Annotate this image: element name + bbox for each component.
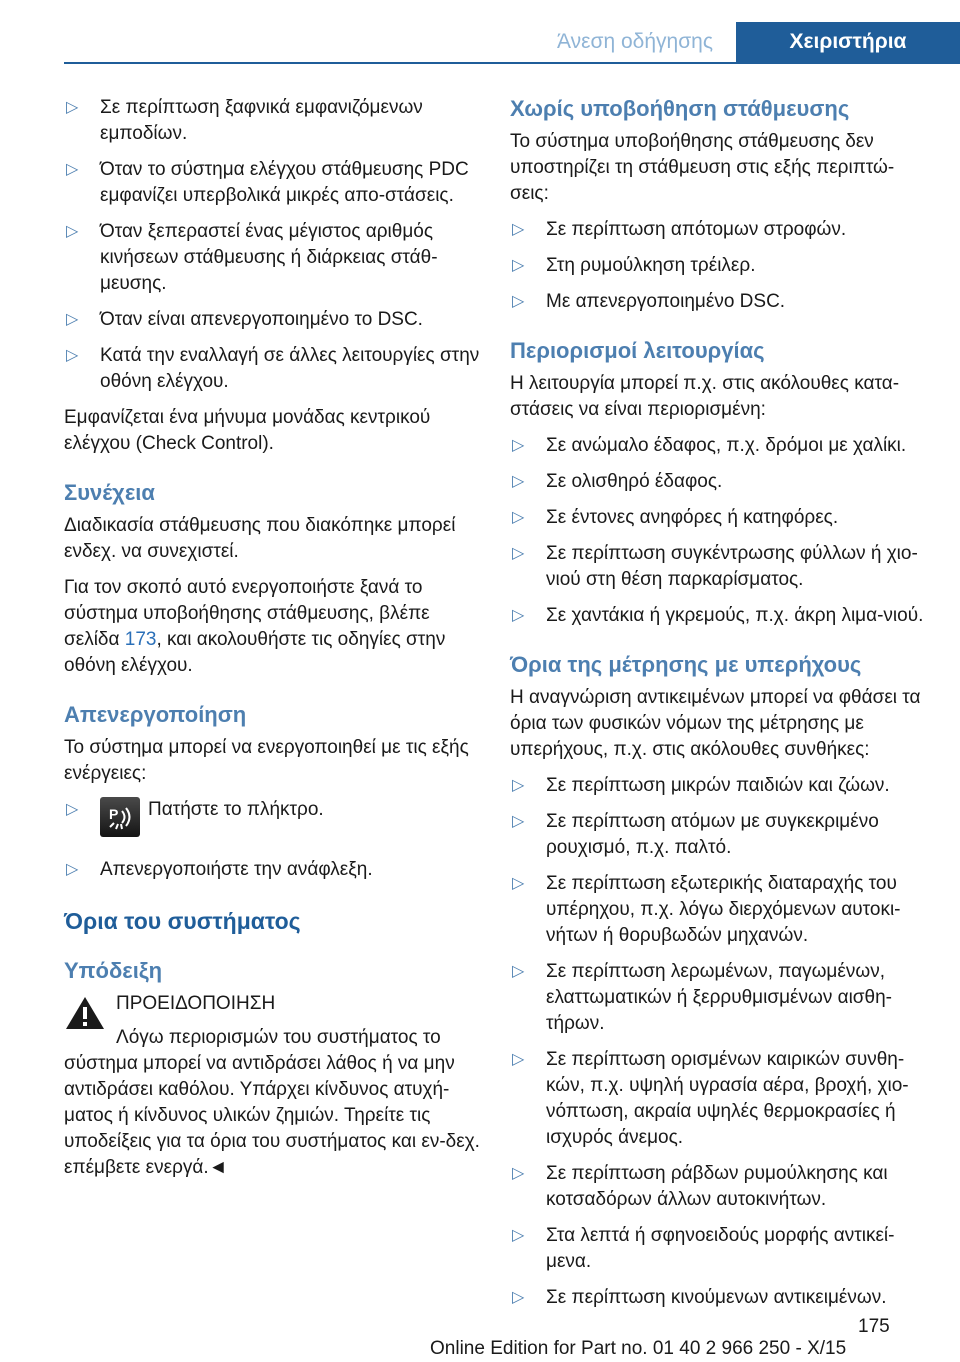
bullet-triangle-icon: ▷ xyxy=(512,509,525,526)
list-item: ▷ Σε περίπτωση ορισμένων καιρικών συνθη-κών, π.χ. υψηλή υγρασία αέρα, βροχή, χιο-νόπτωση, ακραία υψηλές θερμοκρασίες ή ισχυρός άνεμος. xyxy=(512,1049,909,1148)
continue-heading: Συνέχεια xyxy=(64,480,155,505)
list-item: ▷ Με απενεργοποιημένο DSC. xyxy=(510,289,924,315)
bullet-triangle-icon: ▷ xyxy=(66,861,79,878)
left-column xyxy=(64,95,486,1181)
list-item: ▷ Σε περίπτωση ατόμων με συγκεκριμένο ρουχισμό, π.χ. παλτό. xyxy=(512,811,879,858)
bullet-triangle-icon: ▷ xyxy=(512,545,525,562)
warning-text: Λόγω περιορισμών του συστήματος το σύστημα μπορεί να αντιδράσει λάθος ή να μην αντιδράσει καθόλου. Υπάρχει κίνδυνος ατυχή-ματος ή κίνδυνος υλικών ζημιών. Τηρείτε τις υποδείξεις για τα όρια του συστήματος και εν-δεχ. επέμβετε ενεργά.◄ xyxy=(64,1027,480,1178)
bullet-triangle-icon: ▷ xyxy=(512,257,525,274)
list-item: ▷ Σε περίπτωση μικρών παιδιών και ζώων. xyxy=(510,773,924,799)
park-assist-button-icon xyxy=(100,797,140,837)
list-item: ▷ Στη ρυμούλκηση τρέιλερ. xyxy=(510,253,924,279)
page-header xyxy=(0,0,960,62)
no-assist-text: Το σύστημα υποβοήθησης στάθμευσης δεν υποστηρίζει τη στάθμευση στις εξής περιπτώ-σεις: xyxy=(510,131,895,204)
bullet-triangle-icon: ▷ xyxy=(512,813,525,830)
list-item: ▷ Στα λεπτά ή σφηνοειδούς μορφής αντικεί-μενα. xyxy=(512,1225,895,1272)
bullet-triangle-icon: ▷ xyxy=(512,1051,525,1068)
edition-footer: Online Edition for Part no. 01 40 2 966 250 - X/15 xyxy=(430,1338,847,1359)
page-link-173[interactable]: 173 xyxy=(124,629,157,650)
check-control-text: Εμφανίζεται ένα μήνυμα μονάδας κεντρικού ελέγχου (Check Control). xyxy=(64,407,431,454)
list-item: ▷ Όταν το σύστημα ελέγχου στάθμευσης PDC εμφανίζει υπερβολικά μικρές απο-στάσεις. xyxy=(66,159,469,206)
bullet-triangle-icon: ▷ xyxy=(512,1227,525,1244)
section-tab-comfort[interactable]: Άνεση οδήγησης xyxy=(534,22,736,62)
list-item: ▷ Σε περίπτωση λερωμένων, παγωμένων, ελαττωματικών ή ξερρυθμισμένων αισθη-τήρων. xyxy=(512,961,892,1034)
bullet-triangle-icon: ▷ xyxy=(512,437,525,454)
system-limits-heading: Όρια του συστήματος xyxy=(64,908,301,934)
warning-box xyxy=(64,991,486,1181)
bullet-triangle-icon: ▷ xyxy=(512,473,525,490)
section-tab-controls[interactable]: Χειριστήρια xyxy=(736,22,960,62)
no-assist-heading: Χωρίς υποβοήθηση στάθμευσης xyxy=(510,96,850,121)
page-number: 175 xyxy=(858,1316,890,1337)
bullet-triangle-icon: ▷ xyxy=(512,1289,525,1306)
bullet-triangle-icon: ▷ xyxy=(512,875,525,892)
list-item: ▷ Σε έντονες ανηφόρες ή κατηφόρες. xyxy=(510,505,924,531)
bullet-triangle-icon: ▷ xyxy=(512,607,525,624)
bullet-triangle-icon: ▷ xyxy=(512,293,525,310)
list-item: ▷ Κατά την εναλλαγή σε άλλες λειτουργίες στην οθόνη ελέγχου. xyxy=(66,345,480,392)
bullet-triangle-icon: ▷ xyxy=(512,963,525,980)
warning-title: ΠΡΟΕΙΔΟΠΟΙΗΣΗ xyxy=(116,993,276,1014)
bullet-triangle-icon: ▷ xyxy=(66,99,79,116)
list-item: ▷ P Πατήστε το πλήκτρο. xyxy=(64,797,486,843)
deactivation-text: Το σύστημα μπορεί να ενεργοποιηθεί με τις εξής ενέργειες: xyxy=(64,737,469,784)
list-item: ▷ Σε περίπτωση απότομων στροφών. xyxy=(510,217,924,243)
note-heading: Υπόδειξη xyxy=(64,958,163,983)
restrictions-heading: Περιορισμοί λειτουργίας xyxy=(510,338,765,363)
bullet-triangle-icon: ▷ xyxy=(66,311,79,328)
bullet-triangle-icon: ▷ xyxy=(66,347,79,364)
list-item: ▷ Σε περίπτωση ράβδων ρυμούλκησης και κοτσαδόρων άλλων αυτοκινήτων. xyxy=(512,1163,888,1210)
list-item: ▷ Απενεργοποιήστε την ανάφλεξη. xyxy=(64,857,486,883)
bullet-triangle-icon: ▷ xyxy=(512,1165,525,1182)
bullet-triangle-icon: ▷ xyxy=(66,801,79,818)
ultrasound-text: Η αναγνώριση αντικειμένων μπορεί να φθάσει τα όρια των φυσικών νόμων της μέτρησης με υπερήχους, π.χ. στις ακόλουθες συνθήκες: xyxy=(510,687,921,760)
list-item: ▷ Σε χαντάκια ή γκρεμούς, π.χ. άκρη λιμα-νιού. xyxy=(510,603,924,629)
bullet-triangle-icon: ▷ xyxy=(512,777,525,794)
list-item: ▷ Σε ανώμαλο έδαφος, π.χ. δρόμοι με χαλίκι. xyxy=(510,433,924,459)
list-item: ▷ Όταν είναι απενεργοποιημένο το DSC. xyxy=(64,307,486,333)
deactivation-heading: Απενεργοποίηση xyxy=(64,702,247,727)
warning-icon xyxy=(64,995,106,1031)
continue-text: Διαδικασία στάθμευσης που διακόπηκε μπορεί ενδεχ. να συνεχιστεί. xyxy=(64,515,456,562)
bullet-triangle-icon: ▷ xyxy=(66,161,79,178)
list-item: ▷ Σε περίπτωση συγκέντρωσης φύλλων ή χιο-νιού στη θέση παρκαρίσματος. xyxy=(512,543,918,590)
restrictions-text: Η λειτουργία μπορεί π.χ. στις ακόλουθες κατα-στάσεις να είναι περιορισμένη: xyxy=(510,373,900,420)
right-column xyxy=(510,95,924,1321)
list-item: ▷ Όταν ξεπεραστεί ένας μέγιστος αριθμός κινήσεων στάθμευσης ή διάρκειας στάθ-μευσης. xyxy=(66,221,438,294)
list-item: ▷ Σε περίπτωση εξωτερικής διαταραχής του υπέρηχου, π.χ. λόγω διερχόμενων αυτοκι-νήτων ή θορυβωδών μηχανών. xyxy=(512,873,901,946)
bullet-triangle-icon: ▷ xyxy=(512,221,525,238)
continue-instructions: Για τον σκοπό αυτό ενεργοποιήστε ξανά το σύστημα υποβοήθησης στάθμευσης, βλέπε σελίδα 173, και ακολουθήστε τις οδηγίες στην οθόνη ελέγχου. xyxy=(64,577,446,676)
list-item: ▷ Σε ολισθηρό έδαφος. xyxy=(510,469,924,495)
svg-text:P: P xyxy=(109,806,119,822)
ultrasound-limits-heading: Όρια της μέτρησης με υπερήχους xyxy=(510,652,862,677)
list-item: ▷ Σε περίπτωση κινούμενων αντικειμένων. xyxy=(510,1285,924,1311)
header-divider xyxy=(64,62,960,64)
bullet-triangle-icon: ▷ xyxy=(66,223,79,240)
list-item: ▷ Σε περίπτωση ξαφνικά εμφανιζόμενων εμποδίων. xyxy=(66,97,423,144)
